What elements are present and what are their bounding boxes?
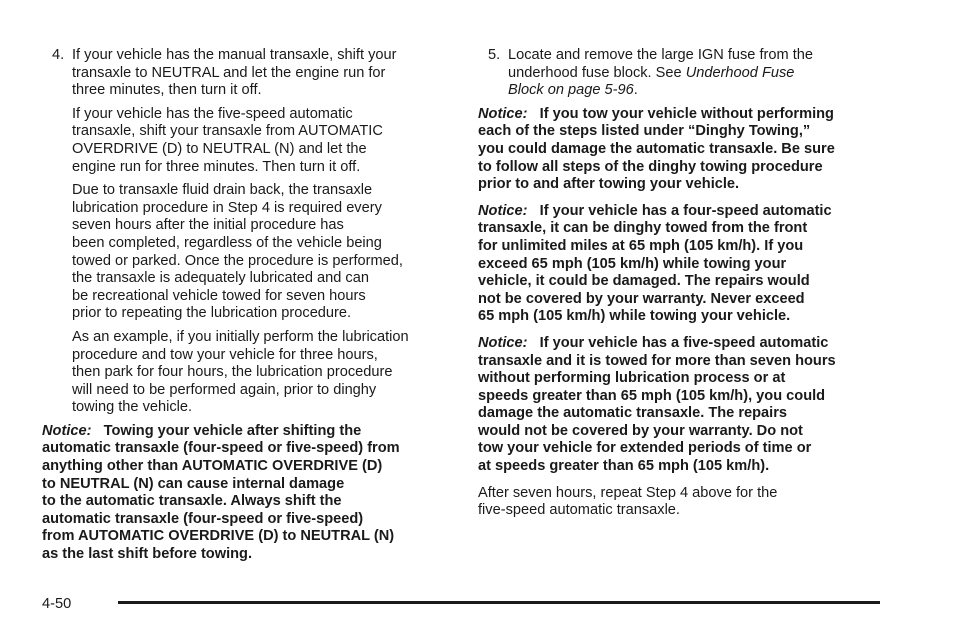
notice-line: exceed 65 mph (105 km/h) while towing your	[478, 255, 787, 272]
notice-line: not be covered by your warranty. Never exceed	[478, 290, 805, 307]
paragraph-line: lubrication procedure in Step 4 is required every	[72, 199, 382, 216]
notice-line: 65 mph (105 km/h) while towing your vehicle.	[478, 308, 791, 325]
paragraph-line: If your vehicle has the five-speed automatic	[72, 105, 353, 122]
notice-line: automatic transaxle (four-speed or five-speed) from	[42, 440, 400, 457]
paragraph-line: As an example, if you initially perform the lubrication	[72, 328, 409, 345]
paragraph-line: been completed, regardless of the vehicle being	[72, 234, 382, 251]
notice-first-line	[478, 335, 883, 353]
notice-line: vehicle, it could be damaged. The repairs would	[478, 273, 810, 290]
paragraph-line: will need to be performed again, prior to dinghy	[72, 381, 377, 398]
drain-back-paragraph	[42, 182, 454, 323]
step-number: 5.	[488, 47, 501, 63]
notice-first-line	[478, 106, 883, 124]
notice-line: from AUTOMATIC OVERDRIVE (D) to NEUTRAL (N)	[42, 528, 395, 545]
paragraph-line: OVERDRIVE (D) to NEUTRAL (N) and let the	[72, 140, 367, 157]
step-5-line	[508, 65, 883, 83]
notice-label: Notice:	[478, 334, 528, 351]
fuse-block-reference-cont[interactable]: Block on page 5-96	[508, 82, 634, 99]
paragraph-line: five-speed automatic transaxle.	[478, 502, 680, 519]
notice-shifting	[42, 423, 454, 564]
notice-label: Notice:	[478, 202, 528, 219]
step-5-text: underhood fuse block. See	[508, 64, 686, 81]
notice-four-speed	[478, 203, 883, 326]
paragraph-line: prior to repeating the lubrication procedure.	[72, 305, 352, 322]
example-paragraph	[42, 329, 454, 417]
step-4-line: three minutes, then turn it off.	[72, 82, 262, 99]
step-4-line: If your vehicle has the manual transaxle, shift your	[72, 47, 397, 63]
paragraph-line: engine run for three minutes. Then turn it off.	[72, 158, 361, 175]
notice-dinghy-steps	[478, 106, 883, 194]
paragraph-line: the transaxle is adequately lubricated and can	[72, 270, 369, 287]
notice-text: If you tow your vehicle without performing	[539, 105, 834, 122]
step-5-line: Locate and remove the large IGN fuse from the	[508, 47, 814, 63]
notice-line: damage the automatic transaxle. The repairs	[478, 405, 788, 422]
step-number: 4.	[52, 47, 65, 63]
notice-first-line	[42, 423, 454, 441]
notice-line: would not be covered by your warranty. Do not	[478, 422, 803, 439]
paragraph-line: After seven hours, repeat Step 4 above for the	[478, 484, 778, 501]
notice-line: tow your vehicle for extended periods of time or	[478, 440, 812, 457]
paragraph-line: towed or parked. Once the procedure is performed,	[72, 252, 403, 269]
notice-line: to the automatic transaxle. Always shift the	[42, 493, 342, 510]
paragraph-line: transaxle, shift your transaxle from AUTOMATIC	[72, 123, 383, 140]
paragraph-line: then park for four hours, the lubrication procedure	[72, 364, 393, 381]
notice-line: you could damage the automatic transaxle. Be sure	[478, 140, 835, 157]
paragraph-line: seven hours after the initial procedure has	[72, 217, 344, 234]
step-4-line: transaxle to NEUTRAL and let the engine run for	[72, 64, 386, 81]
paragraph-line: towing the vehicle.	[72, 399, 193, 416]
notice-line: to follow all steps of the dinghy towing procedure	[478, 158, 823, 175]
footer-rule	[118, 601, 880, 604]
notice-line: each of the steps listed under “Dinghy Towing,”	[478, 123, 811, 140]
notice-line: for unlimited miles at 65 mph (105 km/h). If you	[478, 237, 804, 254]
step-5	[478, 47, 883, 100]
notice-label: Notice:	[42, 422, 92, 439]
left-column	[42, 47, 454, 573]
notice-line: at speeds greater than 65 mph (105 km/h).	[478, 458, 770, 475]
automatic-transaxle-paragraph	[42, 106, 454, 176]
notice-text: Towing your vehicle after shifting the	[103, 422, 362, 439]
notice-line: automatic transaxle (four-speed or five-speed)	[42, 510, 364, 527]
notice-line: as the last shift before towing.	[42, 546, 253, 563]
notice-line: transaxle, it can be dinghy towed from the front	[478, 220, 808, 237]
notice-text: If your vehicle has a five-speed automatic	[539, 334, 829, 351]
notice-first-line	[478, 203, 883, 221]
right-column	[478, 47, 883, 526]
notice-line: without performing lubrication process or at	[478, 370, 786, 387]
after-seven-hours-paragraph	[478, 485, 883, 520]
notice-five-speed	[478, 335, 883, 476]
notice-line: to NEUTRAL (N) can cause internal damage	[42, 475, 345, 492]
notice-line: transaxle and it is towed for more than seven hours	[478, 352, 836, 369]
step-5-line	[508, 82, 883, 100]
paragraph-line: procedure and tow your vehicle for three hours,	[72, 346, 378, 363]
step-4	[42, 47, 454, 100]
page-number: 4-50	[42, 596, 72, 612]
step-5-period: .	[633, 82, 638, 99]
notice-line: anything other than AUTOMATIC OVERDRIVE (D)	[42, 458, 383, 475]
paragraph-line: Due to transaxle fluid drain back, the transaxle	[72, 182, 373, 199]
notice-line: prior to and after towing your vehicle.	[478, 176, 740, 193]
notice-label: Notice:	[478, 105, 528, 122]
notice-line: speeds greater than 65 mph (105 km/h), you could	[478, 387, 826, 404]
paragraph-line: be recreational vehicle towed for seven hours	[72, 287, 366, 304]
notice-text: If your vehicle has a four-speed automatic	[539, 202, 832, 219]
fuse-block-reference[interactable]: Underhood Fuse	[685, 64, 795, 81]
